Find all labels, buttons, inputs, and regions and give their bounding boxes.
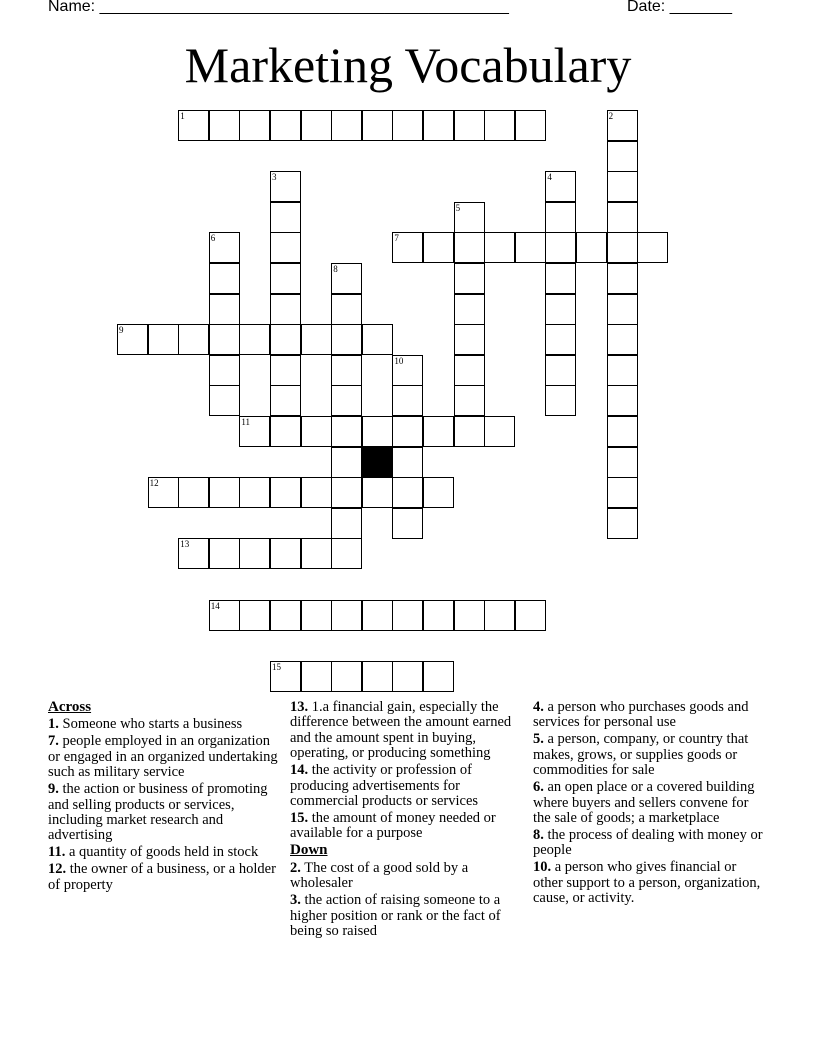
crossword-cell[interactable] bbox=[454, 324, 485, 355]
crossword-cell[interactable] bbox=[423, 477, 454, 508]
crossword-cell[interactable] bbox=[270, 110, 301, 141]
crossword-cell[interactable] bbox=[117, 324, 148, 355]
clue-number-label: 5 bbox=[455, 202, 461, 213]
crossword-cell[interactable] bbox=[423, 110, 454, 141]
crossword-cell[interactable] bbox=[209, 110, 240, 141]
crossword-cell[interactable] bbox=[607, 355, 638, 386]
crossword-cell[interactable] bbox=[362, 661, 393, 692]
crossword-cell[interactable] bbox=[301, 538, 332, 569]
clue-number: 12. bbox=[48, 861, 67, 878]
crossword-cell[interactable] bbox=[331, 324, 362, 355]
crossword-cell[interactable] bbox=[484, 600, 515, 631]
clue-text: a person who purchases goods and services for personal use bbox=[533, 699, 749, 731]
crossword-cell[interactable] bbox=[576, 232, 607, 263]
clues-column-1 bbox=[48, 700, 284, 895]
crossword-cell[interactable] bbox=[454, 294, 485, 325]
clue-down-4 bbox=[533, 700, 769, 731]
clue-number-label: 9 bbox=[119, 325, 124, 336]
clue-number: 7. bbox=[48, 733, 59, 750]
crossword-cell[interactable] bbox=[454, 385, 485, 416]
clue-text: The cost of a good sold by a wholesaler bbox=[290, 859, 469, 892]
crossword-cell[interactable] bbox=[301, 600, 332, 631]
crossword-cell[interactable] bbox=[362, 600, 393, 631]
crossword-cell[interactable] bbox=[362, 110, 393, 141]
crossword-cell[interactable] bbox=[209, 385, 240, 416]
clue-number-label: 11 bbox=[241, 417, 251, 427]
clue-number-label: 3 bbox=[272, 172, 277, 183]
crossword-cell[interactable] bbox=[301, 324, 332, 355]
clue-text: people employed in an organization or engaged in an organized undertaking such as military service bbox=[48, 733, 278, 781]
crossword-cell[interactable] bbox=[331, 600, 362, 631]
crossword-cell[interactable] bbox=[545, 324, 576, 355]
clue-across-13 bbox=[290, 700, 522, 762]
clue-number: 2. bbox=[290, 859, 301, 876]
clue-down-6 bbox=[533, 780, 769, 826]
crossword-cell[interactable] bbox=[362, 324, 393, 355]
crossword-cell[interactable] bbox=[270, 294, 301, 325]
crossword-cell[interactable] bbox=[423, 661, 454, 692]
clue-number: 10. bbox=[533, 859, 552, 876]
crossword-cell[interactable] bbox=[209, 600, 240, 631]
crossword-cell[interactable] bbox=[607, 110, 638, 141]
crossword-cell[interactable] bbox=[239, 600, 270, 631]
clue-text: an open place or a covered building where buyers and sellers convene for the sale of goods; a marketplace bbox=[533, 779, 755, 827]
crossword-cell[interactable] bbox=[545, 232, 576, 263]
clue-number: 9. bbox=[48, 781, 59, 798]
crossword-cell[interactable] bbox=[515, 232, 546, 263]
clue-down-3 bbox=[290, 893, 522, 939]
crossword-cell[interactable] bbox=[331, 447, 362, 478]
crossword-cell[interactable] bbox=[607, 263, 638, 294]
crossword-cell[interactable] bbox=[239, 416, 270, 447]
crossword-cell[interactable] bbox=[209, 477, 240, 508]
clue-number-label: 1 bbox=[180, 111, 185, 121]
clue-down-2 bbox=[290, 861, 522, 892]
crossword-cell[interactable] bbox=[331, 263, 362, 294]
crossword-cell[interactable] bbox=[301, 477, 332, 508]
crossword-cell[interactable] bbox=[607, 202, 638, 233]
crossword-cell[interactable] bbox=[545, 171, 576, 202]
crossword-cell[interactable] bbox=[545, 294, 576, 325]
crossword-cell[interactable] bbox=[331, 508, 362, 539]
crossword-cell[interactable] bbox=[270, 263, 301, 294]
crossword-block-cell bbox=[362, 447, 393, 478]
clue-number-label: 4 bbox=[547, 172, 552, 183]
crossword-cell[interactable] bbox=[454, 355, 485, 386]
clue-across-12 bbox=[48, 862, 284, 893]
clue-number: 8. bbox=[533, 827, 544, 844]
crossword-cell[interactable] bbox=[209, 324, 240, 355]
crossword-cell[interactable] bbox=[392, 416, 423, 447]
crossword-cell[interactable] bbox=[392, 508, 423, 539]
crossword-cell[interactable] bbox=[209, 232, 240, 263]
clue-number: 1. bbox=[48, 716, 59, 733]
crossword-cell[interactable] bbox=[239, 110, 270, 141]
crossword-cell[interactable] bbox=[331, 538, 362, 569]
crossword-cell[interactable] bbox=[270, 416, 301, 447]
crossword-cell[interactable] bbox=[239, 477, 270, 508]
crossword-cell[interactable] bbox=[239, 324, 270, 355]
crossword-cell[interactable] bbox=[331, 661, 362, 692]
clue-number: 15. bbox=[290, 810, 309, 827]
crossword-cell[interactable] bbox=[270, 600, 301, 631]
clue-number-label: 13 bbox=[180, 539, 190, 550]
clue-number-label: 12 bbox=[149, 478, 159, 489]
across-heading: Across bbox=[48, 699, 92, 715]
crossword-cell[interactable] bbox=[209, 263, 240, 294]
clues-column-3 bbox=[533, 700, 769, 908]
clue-number-label: 7 bbox=[394, 233, 399, 244]
crossword-cell[interactable] bbox=[270, 171, 301, 202]
crossword-cell[interactable] bbox=[454, 232, 485, 263]
crossword-cell[interactable] bbox=[392, 447, 423, 478]
clue-number: 3. bbox=[290, 892, 301, 909]
crossword-cell[interactable] bbox=[270, 232, 301, 263]
clue-across-15 bbox=[290, 811, 522, 842]
crossword-cell[interactable] bbox=[392, 661, 423, 692]
crossword-cell[interactable] bbox=[331, 385, 362, 416]
crossword-cell[interactable] bbox=[392, 600, 423, 631]
crossword-cell[interactable] bbox=[270, 202, 301, 233]
crossword-cell[interactable] bbox=[178, 324, 209, 355]
crossword-cell[interactable] bbox=[178, 538, 209, 569]
crossword-cell[interactable] bbox=[484, 232, 515, 263]
crossword-cell[interactable] bbox=[331, 477, 362, 508]
crossword-cell[interactable] bbox=[362, 477, 393, 508]
clue-text: the amount of money needed or available for a purpose bbox=[290, 810, 496, 842]
crossword-cell[interactable] bbox=[178, 110, 209, 141]
clue-number-label: 8 bbox=[333, 264, 338, 274]
crossword-cell[interactable] bbox=[362, 416, 393, 447]
crossword-cell[interactable] bbox=[607, 324, 638, 355]
crossword-cell[interactable] bbox=[301, 661, 332, 692]
crossword-cell[interactable] bbox=[515, 110, 546, 141]
clue-number: 11. bbox=[48, 844, 66, 861]
crossword-cell[interactable] bbox=[607, 294, 638, 325]
crossword-cell[interactable] bbox=[545, 355, 576, 386]
crossword-cell[interactable] bbox=[209, 355, 240, 386]
crossword-cell[interactable] bbox=[454, 110, 485, 141]
crossword-cell[interactable] bbox=[392, 477, 423, 508]
crossword-cell[interactable] bbox=[423, 600, 454, 631]
clue-number: 13. bbox=[290, 699, 309, 715]
crossword-cell[interactable] bbox=[270, 324, 301, 355]
crossword-cell[interactable] bbox=[545, 202, 576, 233]
clues-column-2 bbox=[290, 700, 522, 941]
clue-text: a quantity of goods held in stock bbox=[68, 844, 259, 861]
crossword-cell[interactable] bbox=[607, 477, 638, 508]
crossword-cell[interactable] bbox=[607, 447, 638, 478]
crossword-cell[interactable] bbox=[454, 263, 485, 294]
crossword-cell[interactable] bbox=[209, 538, 240, 569]
crossword-cell[interactable] bbox=[209, 294, 240, 325]
crossword-cell[interactable] bbox=[423, 416, 454, 447]
crossword-cell[interactable] bbox=[148, 324, 179, 355]
crossword-cell[interactable] bbox=[331, 294, 362, 325]
clue-text: a person, company, or country that makes, grows, or supplies goods or commodities for sale bbox=[533, 731, 749, 779]
crossword-cell[interactable] bbox=[607, 141, 638, 172]
crossword-cell[interactable] bbox=[301, 110, 332, 141]
crossword-cell[interactable] bbox=[270, 477, 301, 508]
clue-across-7 bbox=[48, 734, 284, 780]
crossword-cell[interactable] bbox=[178, 477, 209, 508]
crossword-cell[interactable] bbox=[270, 385, 301, 416]
clue-number-label: 10 bbox=[394, 355, 404, 366]
crossword-cell[interactable] bbox=[331, 416, 362, 447]
crossword-cell[interactable] bbox=[392, 355, 423, 386]
crossword-cell[interactable] bbox=[484, 416, 515, 447]
clue-down-5 bbox=[533, 732, 769, 778]
crossword-cell[interactable] bbox=[607, 416, 638, 447]
clue-down-10 bbox=[533, 860, 769, 906]
crossword-cell[interactable] bbox=[454, 416, 485, 447]
clue-text: the action of raising someone to a higher position or rank or the fact of being so raised bbox=[290, 892, 501, 940]
crossword-cell[interactable] bbox=[392, 385, 423, 416]
date-field-label[interactable]: Date: _______ bbox=[627, 0, 732, 15]
name-field-label[interactable]: Name: ______________________________________________ bbox=[48, 0, 509, 15]
clue-across-11 bbox=[48, 845, 284, 860]
clue-number-label: 15 bbox=[272, 661, 281, 672]
crossword-cell[interactable] bbox=[545, 263, 576, 294]
crossword-cell[interactable] bbox=[607, 232, 638, 263]
crossword-cell[interactable] bbox=[331, 355, 362, 386]
clue-text: the owner of a business, or a holder of property bbox=[48, 861, 276, 893]
crossword-cell[interactable] bbox=[392, 232, 423, 263]
clue-number-label: 2 bbox=[608, 111, 614, 121]
clue-number: 4. bbox=[533, 699, 544, 715]
crossword-cell[interactable] bbox=[301, 416, 332, 447]
crossword-cell[interactable] bbox=[607, 385, 638, 416]
crossword-cell[interactable] bbox=[270, 661, 301, 692]
clue-text: the process of dealing with money or people bbox=[533, 827, 763, 859]
clue-text: Someone who starts a business bbox=[62, 716, 243, 733]
crossword-cell[interactable] bbox=[637, 232, 668, 263]
crossword-cell[interactable] bbox=[270, 355, 301, 386]
clue-across-14 bbox=[290, 763, 522, 809]
crossword-cell[interactable] bbox=[515, 600, 546, 631]
crossword-cell[interactable] bbox=[331, 110, 362, 141]
crossword-cell[interactable] bbox=[423, 232, 454, 263]
clue-number: 6. bbox=[533, 779, 544, 796]
clue-down-8 bbox=[533, 828, 769, 859]
clue-across-9 bbox=[48, 782, 284, 844]
clue-number: 14. bbox=[290, 762, 309, 779]
clue-text: the action or business of promoting and selling products or services, including market research and advertising bbox=[48, 781, 268, 844]
crossword-cell[interactable] bbox=[484, 110, 515, 141]
clue-number: 5. bbox=[533, 731, 544, 748]
down-heading: Down bbox=[290, 842, 328, 859]
clue-number-label: 6 bbox=[210, 233, 216, 244]
crossword-cell[interactable] bbox=[239, 538, 270, 569]
clue-text: 1.a financial gain, especially the difference between the amount earned and the amount spent in buying, operating, or producing something bbox=[290, 699, 512, 762]
crossword-cell[interactable] bbox=[607, 508, 638, 539]
clue-text: a person who gives financial or other support to a person, organization, cause, or activity. bbox=[533, 859, 761, 907]
crossword-cell[interactable] bbox=[454, 600, 485, 631]
clue-text: the activity or profession of producing advertisements for commercial products or services bbox=[290, 762, 479, 810]
crossword-cell[interactable] bbox=[545, 385, 576, 416]
crossword-cell[interactable] bbox=[392, 110, 423, 141]
crossword-cell[interactable] bbox=[148, 477, 179, 508]
crossword-cell[interactable] bbox=[607, 171, 638, 202]
clue-across-1 bbox=[48, 717, 284, 732]
page-title: Marketing Vocabulary bbox=[184, 37, 632, 93]
crossword-cell[interactable] bbox=[454, 202, 485, 233]
clue-number-label: 14 bbox=[210, 600, 220, 611]
crossword-cell[interactable] bbox=[270, 538, 301, 569]
